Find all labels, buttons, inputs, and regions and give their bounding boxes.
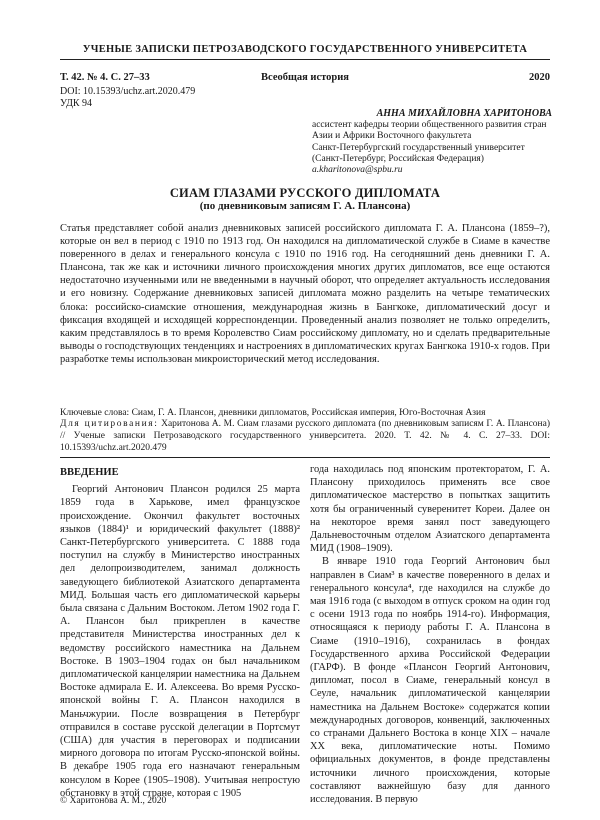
- section-name: Всеобщая история: [261, 72, 349, 83]
- body-column-right: [310, 463, 550, 806]
- affiliation-line: Азии и Африки Восточного факультета: [312, 131, 472, 142]
- section-heading: ВВЕДЕНИЕ: [60, 467, 119, 478]
- article-subtitle: (по дневниковым записям Г. А. Плансона): [199, 200, 411, 212]
- header-divider: [60, 59, 550, 60]
- author-block: [312, 108, 552, 176]
- author-email[interactable]: a.kharitonova@spbu.ru: [312, 165, 403, 176]
- body-paragraph: В январе 1910 года Георгий Антонович был направлен в Сиам³ в качестве поверенного в делах и генерального консула⁴, где находился на службе до мая 1916 года (с выходом в отпуск сроком на один год с осени 1913 года по ноябрь 1914-го). Информация, относящаяся к периоду работы Г. А. Плансона в Сиаме (1910–1916), сохранилась в фондах Государственного архива Российской Федерации (ГАРФ). В фонде «Плансон Георгий Антонович, дипломат, посол в Сиаме, генеральный консул в Сеуле, начальник дипломатической канцелярии наместника на Дальнем Востоке» содержатся копии международных договоров, конвенций, заключенных со странами Дальнего Востока в конце XIX – начале XX века, дипломатические ноты. Помимо официальных документов, в фонде представлены источники личного происхождения, которые составляют важнейшую базу для данного исследования. В первую: [310, 556, 550, 806]
- author-name: АННА МИХАЙЛОВНА ХАРИТОНОВА: [376, 108, 552, 119]
- citation-divider: [60, 457, 550, 458]
- title-block: [60, 186, 550, 213]
- identifiers: [60, 86, 195, 110]
- publication-year: 2020: [529, 72, 550, 83]
- affiliation-line: Санкт-Петербургский государственный университет: [312, 142, 525, 153]
- udk: УДК 94: [60, 98, 93, 109]
- doi: DOI: 10.15393/uchz.art.2020.479: [60, 86, 196, 97]
- article-title: СИАМ ГЛАЗАМИ РУССКОГО ДИПЛОМАТА: [169, 186, 441, 200]
- affiliation-line: (Санкт-Петербург, Российская Федерация): [312, 153, 484, 164]
- citation-label: Для цитирования:: [60, 419, 159, 429]
- keywords: Ключевые слова: Сиам, Г. А. Плансон, дневники дипломатов, Российская империя, Юго-Восточная Азия: [60, 408, 486, 418]
- abstract: Статья представляет собой анализ дневниковых записей российского дипломата Г. А. Плансона (1859–?), которые он вел в период с 1910 по 1913 год. Он находился на дипломатической службе в Сиаме в качестве поверенного в делах и генерального консула с 1910 по 1916 год. На сегодняшний день дневники Г. А. Плансона, так же как и источники личного происхождения многих других дипломатов, все еще остаются недостаточно изученными или не введенными в научный оборот, что определяет актуальность исследования и его новизну. Содержание дневниковых записей дипломата можно разделить на четыре тематических блока: российско-сиамские отношения, международная жизнь в Бангкоке, дипломатический досуг и фиксация входящей и исходящей корреспонденции. Проведенный анализ позволяет не только определить, каким представлялось в то время Королевство Сиам российскому дипломату, но и сделать предварительные выводы о господствующих тенденциях и настроениях в дипломатических кругах Бангкока 1910-х годов. При разработке темы использован микроисторический метод исследования.: [60, 223, 550, 365]
- body-paragraph: года находилась под японским протекторатом, Г. А. Плансону приходилось применять все свое дипломатическое мастерство в попытках защитить хотя бы ограниченный суверенитет Кореи. Далее он на некоторое время занял пост заведующего Дальневосточным отделом Азиатского департамента МИД (1908–1909).: [310, 464, 550, 555]
- citation: [60, 419, 550, 454]
- journal-header: УЧЕНЫЕ ЗАПИСКИ ПЕТРОЗАВОДСКОГО ГОСУДАРСТВЕННОГО УНИВЕРСИТЕТА: [82, 44, 528, 55]
- copyright: © Харитонова А. М., 2020: [60, 796, 167, 806]
- volume-info: Т. 42. № 4. С. 27–33: [60, 72, 150, 83]
- body-column-left: [60, 466, 300, 800]
- citation-text: Харитонова А. М. Сиам глазами русского дипломата (по дневниковым записям Г. А. Плансона) // Ученые записки Петрозаводского государственного университета. 2020. Т. 42. № 4. С. 27–33. DOI: 10.15393/uchz.art.2020.479: [60, 419, 550, 453]
- body-paragraph: Георгий Антонович Плансон родился 25 марта 1859 года в Харькове, имел французское происхождение. Окончил факультет восточных языков (1884)¹ и юридический факультет (1888)² Санкт-Петербургского университета. С 1888 года поступил на службу в Министерство иностранных дел делопроизводителем, занимал должность заведующего библиотекой Азиатского департамента МИД. Большая часть его дипломатической карьеры была связана с Дальним Востоком. Летом 1902 года Г. А. Плансон был прикреплен в качестве представителя Министерства иностранных дел к ведомству российского наместника на Дальнем Востоке. В 1903–1904 годах он был начальником дипломатической канцелярии наместника на Дальнем Востоке адмирала Е. И. Алексеева. Во время Русско-японской войны Г. А. Плансон находился в Маньчжурии. После возвращения в Петербург отправился в составе русской делегации в Портсмут (США) для участия в переговорах и подписании мирного договора по итогам Русско-японской войны. В декабре 1905 года его назначают генеральным консулом в Корее (1905–1908). Учитывая непростую обстановку в этой стране, которая с 1905: [60, 484, 300, 799]
- affiliation-line: ассистент кафедры теории общественного развития стран: [312, 120, 547, 131]
